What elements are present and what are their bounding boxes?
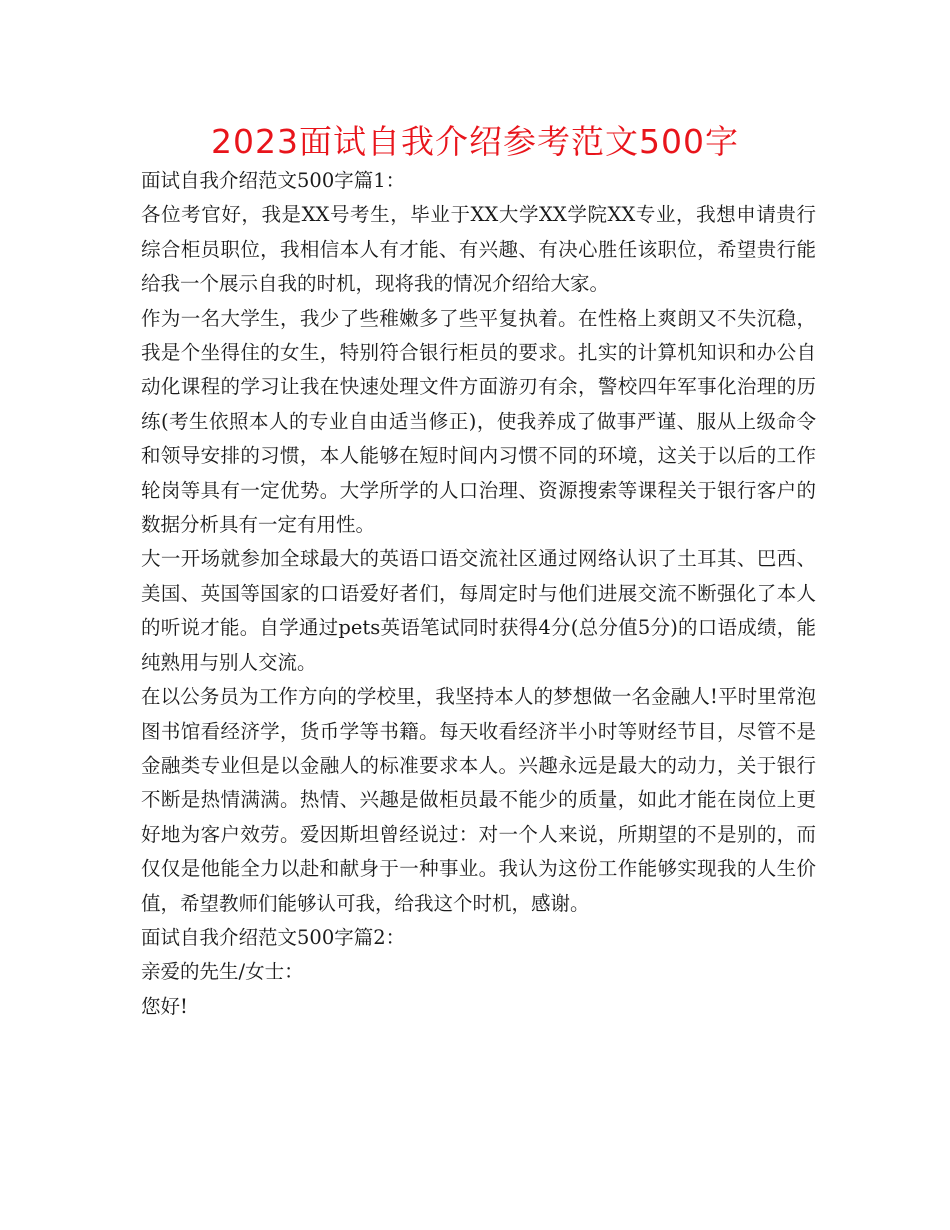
greeting-line: 您好! <box>141 994 188 1018</box>
paragraph-personality: 作为一名大学生，我少了些稚嫩多了些平复执着。在性格上爽朗又不失沉稳，我是个坐得住的女生，特别符合银行柜员的要求。扎实的计算机知识和办公自动化课程的学习让我在快速处理文件方面游刃有余，警校四年军事化治理的历练(考生依照本人的专业自由适当修正)，使我养成了做事严谨、服从上级命令和领导安排的习惯，本人能够在短时间内习惯不同的环境，这关于以后的工作轮岗等具有一定优势。大学所学的人口治理、资源搜索等课程关于银行客户的数据分析具有一定有用性。 <box>141 306 816 537</box>
paragraph-greeting: 各位考官好，我是XX号考生，毕业于XX大学XX学院XX专业，我想申请贵行综合柜员职位，我相信本人有才能、有兴趣、有决心胜任该职位，希望贵行能给我一个展示自我的时机，现将我的情况介绍给大家。 <box>141 203 816 296</box>
paragraph-finance: 在以公务员为工作方向的学校里，我坚持本人的梦想做一名金融人!平时里常泡图书馆看经济学，货币学等书籍。每天收看经济半小时等财经节目，尽管不是金融类专业但是以金融人的标准要求本人。兴趣永远是最大的动力，关于银行不断是热情满满。热情、兴趣是做柜员最不能少的质量，如此才能在岗位上更好地为客户效劳。爱因斯坦曾经说过：对一个人来说，所期望的不是别的，而仅仅是他能全力以赴和献身于一种事业。我认为这份工作能够实现我的人生价值，希望教师们能够认可我，给我这个时机，感谢。 <box>141 685 816 915</box>
paragraph-english: 大一开场就参加全球最大的英语口语交流社区通过网络认识了土耳其、巴西、美国、英国等国家的口语爱好者们，每周定时与他们进展交流不断强化了本人的听说才能。自学通过pets英语笔试同时获得4分(总分值5分)的口语成绩，能纯熟用与别人交流。 <box>141 547 816 674</box>
section-heading-1: 面试自我介绍范文500字篇1： <box>141 169 406 192</box>
salutation: 亲爱的先生/女士： <box>141 960 304 984</box>
section-heading-2: 面试自我介绍范文500字篇2： <box>141 925 406 949</box>
document-body <box>141 164 816 1024</box>
document-title: 2023面试自我介绍参考范文500字 <box>211 122 739 161</box>
